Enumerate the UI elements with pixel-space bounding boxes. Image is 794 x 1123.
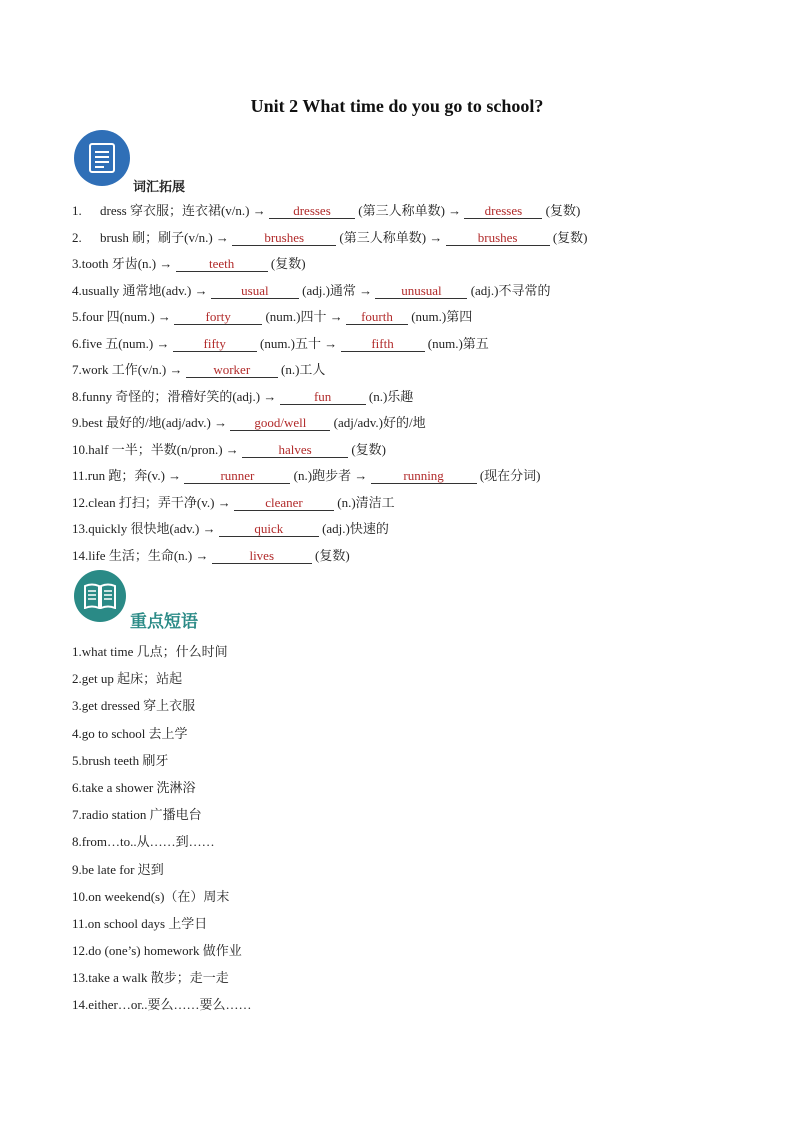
phrase-item: 8.from…to..从……到……: [72, 834, 215, 850]
answer-blank: halves: [242, 442, 348, 458]
phrase-item: 10.on weekend(s)（在）周末: [72, 888, 230, 904]
vocab-prompt: 10.half 一半；半数(n/pron.) →: [72, 441, 239, 457]
vocab-item: [72, 308, 752, 335]
answer-blank: good/well: [230, 415, 330, 431]
vocab-prompt: 4.usually 通常地(adv.) →: [72, 282, 208, 298]
phrase-item: 2.get up 起床；站起: [72, 671, 183, 687]
answer-blank: brushes: [446, 230, 550, 246]
answer-blank: usual: [211, 283, 299, 299]
vocab-item: [72, 441, 752, 468]
vocab-item: [72, 282, 752, 309]
vocab-item: [72, 520, 752, 547]
answer-blank: fun: [280, 389, 366, 405]
phrase-item: 6.take a shower 洗淋浴: [72, 779, 196, 795]
vocab-suffix: (复数): [545, 203, 581, 218]
phrase-item: 14.either…or..要么……要么……: [72, 997, 252, 1013]
vocab-prompt: 8.funny 奇怪的；滑稽好笑的(adj.) →: [72, 388, 277, 404]
vocab-item: [72, 547, 752, 574]
phrase-item: 5.brush teeth 刷牙: [72, 752, 169, 768]
answer-blank: teeth: [176, 256, 268, 272]
vocab-item: [72, 335, 752, 362]
answer-blank: dresses: [269, 203, 355, 219]
vocab-list: [72, 202, 752, 573]
vocab-item: [72, 414, 752, 441]
answer-blank: dresses: [464, 203, 542, 219]
answer-blank: running: [371, 468, 477, 484]
section-badge-vocab: [74, 130, 130, 186]
vocab-middle: (n.)跑步者 →: [293, 468, 368, 483]
vocab-item: [72, 388, 752, 415]
vocab-middle: (第三人称单数) →: [339, 229, 443, 245]
vocab-prompt: 5.four 四(num.) →: [72, 309, 171, 324]
phrase-item: 7.radio station 广播电台: [72, 807, 202, 823]
section-label-vocab: 词汇拓展: [133, 180, 186, 195]
vocab-prompt: 9.best 最好的/地(adj/adv.) →: [72, 415, 228, 430]
answer-blank: runner: [184, 468, 290, 484]
vocab-prompt: 14.life 生活；生命(n.) →: [72, 547, 209, 563]
vocab-middle: (第三人称单数) →: [358, 203, 462, 218]
vocab-suffix: (adj/adv.)好的/地: [333, 415, 426, 430]
vocab-prompt: 6.five 五(num.) →: [72, 335, 170, 351]
vocab-suffix: (复数): [351, 441, 386, 457]
vocab-prompt: 11.run 跑；奔(v.) →: [72, 468, 182, 483]
answer-blank: lives: [212, 548, 312, 564]
vocab-suffix: (num.)第五: [427, 335, 489, 351]
vocab-item: [72, 229, 752, 256]
phrase-item: 4.go to school 去上学: [72, 725, 188, 741]
phrase-list: [72, 642, 572, 1023]
vocab-prompt: dress 穿衣服；连衣裙(v/n.) →: [100, 203, 266, 218]
vocab-prompt: 7.work 工作(v/n.) →: [72, 362, 183, 377]
vocab-number: 2.: [72, 229, 82, 245]
answer-blank: forty: [174, 309, 262, 325]
vocab-suffix: (复数): [270, 256, 306, 271]
vocab-suffix: (n.)乐趣: [368, 388, 414, 404]
vocab-middle: (num.)四十 →: [265, 309, 343, 324]
vocab-suffix: (adj.)快速的: [322, 521, 389, 536]
vocab-prompt: 3.tooth 牙齿(n.) →: [72, 256, 173, 271]
vocab-suffix: (n.)清洁工: [337, 494, 395, 510]
vocab-item: [72, 467, 752, 494]
vocab-prompt: brush 刷；刷子(v/n.) →: [100, 229, 229, 245]
vocab-prompt: 12.clean 打扫；弄干净(v.) →: [72, 494, 231, 510]
answer-blank: brushes: [232, 230, 336, 246]
book-icon: [84, 583, 116, 609]
vocab-suffix: (复数): [552, 229, 588, 245]
document-icon: [89, 143, 115, 173]
vocab-item: [72, 494, 752, 521]
answer-blank: cleaner: [234, 495, 334, 511]
vocab-middle: (num.)五十 →: [259, 335, 338, 351]
vocab-suffix: (复数): [314, 547, 350, 563]
vocab-middle: (adj.)通常 →: [302, 282, 373, 298]
vocab-item: [72, 255, 752, 282]
vocab-suffix: (adj.)不寻常的: [470, 282, 551, 298]
answer-blank: unusual: [375, 283, 467, 299]
answer-blank: fifth: [341, 336, 425, 352]
phrase-item: 12.do (one’s) homework 做作业: [72, 943, 242, 959]
vocab-item: [72, 202, 752, 229]
phrase-item: 11.on school days 上学日: [72, 915, 208, 931]
vocab-suffix: (num.)第四: [411, 309, 473, 324]
page-title: Unit 2 What time do you go to school?: [250, 96, 544, 116]
vocab-suffix: (现在分词): [479, 468, 541, 483]
phrase-item: 3.get dressed 穿上衣服: [72, 698, 196, 714]
vocab-prompt: 13.quickly 很快地(adv.) →: [72, 521, 216, 536]
answer-blank: fourth: [346, 309, 408, 325]
vocab-suffix: (n.)工人: [281, 362, 326, 377]
phrase-item: 9.be late for 迟到: [72, 861, 164, 877]
vocab-number: 1.: [72, 203, 82, 218]
phrase-item: 13.take a walk 散步；走一走: [72, 970, 229, 986]
answer-blank: fifty: [173, 336, 257, 352]
phrase-item: 1.what time 几点；什么时间: [72, 644, 228, 659]
answer-blank: worker: [186, 362, 278, 378]
answer-blank: quick: [219, 521, 319, 537]
section-badge-phrases: [74, 570, 126, 622]
vocab-item: [72, 361, 752, 388]
section-label-phrases: 重点短语: [130, 612, 198, 632]
